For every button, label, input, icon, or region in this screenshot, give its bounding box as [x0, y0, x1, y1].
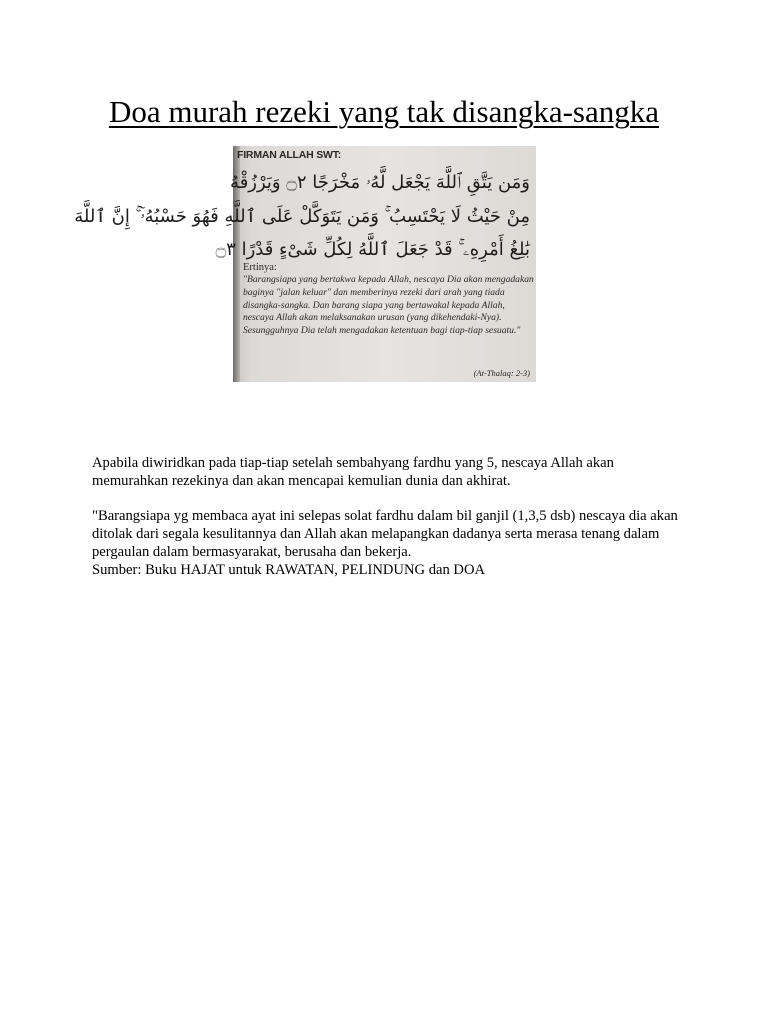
paragraph-benefit: "Barangsiapa yg membaca ayat ini selepas solat fardhu dalam bil ganjil (1,3,5 dsb) nescaya dia akan ditolak dari segala kesulitannya dan Allah akan melapangkan dadanya serta merasa tenang dalam pergaulan dalam bermasyarakat, berusaha dan bekerja. [92, 508, 678, 560]
paragraph-source: Sumber: Buku HAJAT untuk RAWATAN, PELINDUNG dan DOA [92, 562, 486, 578]
verse-translation: "Barangsiapa yang bertakwa kepada Allah, nescaya Dia akan mengadakan baginya "jalan keluar" dan memberinya rezeki dari arah yang tiada disangka-sangka. Dan barang siapa yang bertawakal kepada Allah, nescaya Allah akan melaksanakan urusan (yang dikehendaki-Nya). Sesungguhnya Dia telah mengadakan ketentuan bagi tiap-tiap sesuatu." [243, 274, 534, 337]
scanned-verse-image [74, 146, 536, 382]
arabic-verse-line-3: بَٰلِغُ أَمْرِهِۦ ۚ قَدْ جَعَلَ ٱللَّهُ لِكُلِّ شَىْءٍ قَدْرًا ۝٣ [215, 239, 530, 260]
verse-reference: (At-Thalaq: 2-3) [473, 368, 530, 378]
arabic-verse-line-2: مِنْ حَيْثُ لَا يَحْتَسِبُ ۚ وَمَن يَتَوَكَّلْ عَلَى ٱللَّهِ فَهُوَ حَسْبُهُۥٓ ۚ إِنَّ ٱللَّهَ [74, 206, 530, 227]
page-title [0, 94, 768, 130]
scan-heading: FIRMAN ALLAH SWT: [237, 149, 342, 161]
paragraph-wirid: Apabila diwiridkan pada tiap-tiap setelah sembahyang fardhu yang 5, nescaya Allah akan memurahkan rezekinya dan akan mencapai kemulian dunia dan akhirat. [92, 455, 614, 489]
page-title-text: Doa murah rezeki yang tak disangka-sangka [108, 94, 660, 129]
arabic-verse-line-1: وَمَن يَتَّقِ ٱللَّهَ يَجْعَل لَّهُۥ مَخْرَجًا ۝٢ وَيَرْزُقْهُ [230, 172, 530, 193]
translation-label: Ertinya: [243, 262, 277, 273]
